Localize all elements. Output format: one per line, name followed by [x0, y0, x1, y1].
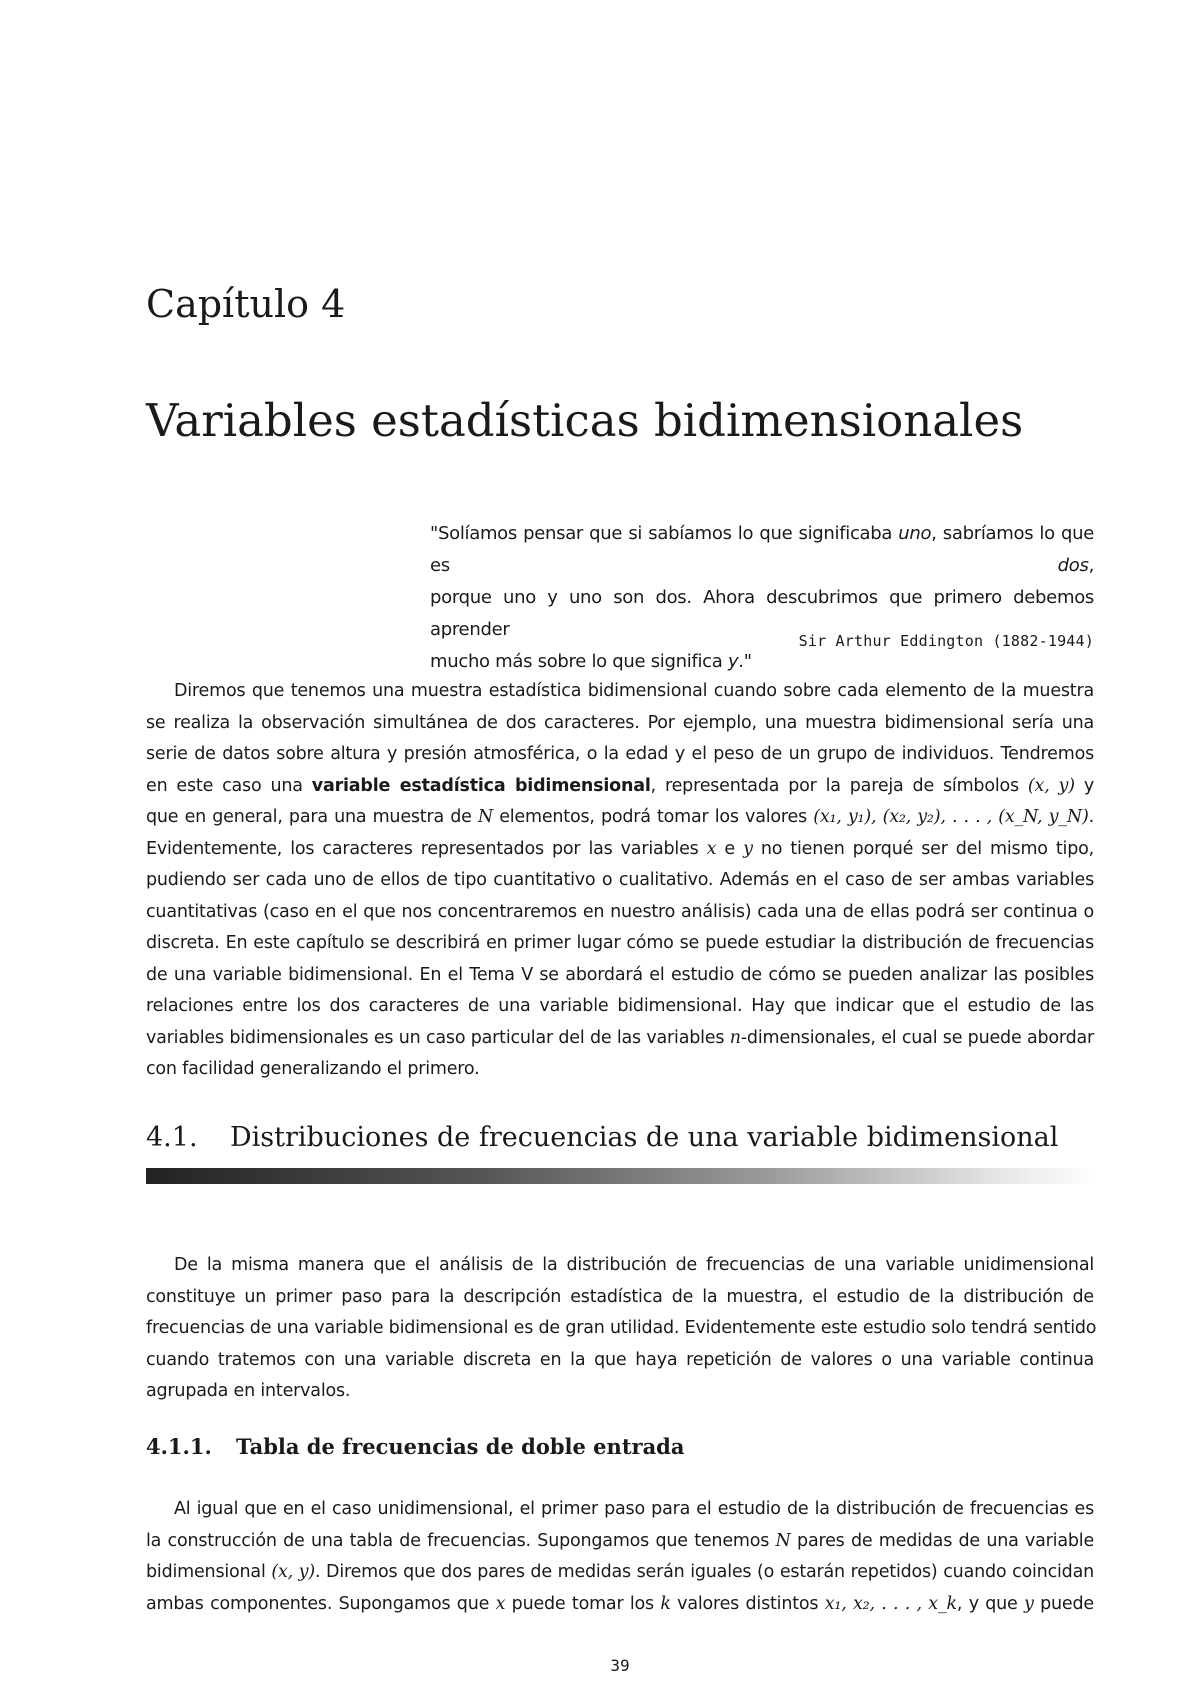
subsection-paragraph: Al igual que en el caso unidimensional, el primer paso para el estudio de la distribución de frecuencias es la construcción de una tabla de frecuencias. Supongamos que tenemos N pares de medidas de una variable bidimensional (x, y). Diremos que dos pares de medidas serán iguales (o estarán repetidos) cuando coincidan ambas componentes. Supongamos que x puede tomar los k valores distintos x₁, x₂, . . . , x_k, y que y puede — [146, 1499, 1095, 1614]
page-number: 39 — [610, 1656, 630, 1675]
epigraph-line: porque uno y uno son dos. Ahora descubrimos que primero debemos aprender — [430, 587, 1094, 640]
section-heading — [146, 1122, 1058, 1153]
subsection-title: Tabla de frecuencias de doble entrada — [236, 1434, 685, 1459]
epigraph-author: Sir Arthur Eddington (1882-1944) — [798, 632, 1094, 650]
section-paragraph: De la misma manera que el análisis de la distribución de frecuencias de una variable unidimensional constituye un primer paso para la descripción estadística de la muestra, el estudio de la distribución de frecuencias de una variable bidimensional es de gran utilidad. Evidentemente este estudio solo tendrá sentido cuando tratemos con una variable discreta en la que haya repetición de valores o una variable continua agrupada en intervalos. — [146, 1255, 1097, 1401]
epigraph — [430, 518, 1094, 678]
subsection-number: 4.1.1. — [146, 1434, 212, 1459]
section-number: 4.1. — [146, 1122, 198, 1153]
subsection-heading — [146, 1434, 684, 1459]
chapter-title: Variables estadísticas bidimensionales — [146, 394, 1024, 447]
epigraph-line: "Solíamos pensar que si sabíamos lo que significaba uno, sabríamos lo que es dos, — [430, 523, 1095, 576]
epigraph-line: mucho más sobre lo que significa y." — [430, 651, 752, 672]
section-gradient-rule — [146, 1168, 1096, 1184]
section-title: Distribuciones de frecuencias de una variable bidimensional — [230, 1122, 1059, 1153]
intro-paragraph: Diremos que tenemos una muestra estadística bidimensional cuando sobre cada elemento de la muestra se realiza la observación simultánea de dos caracteres. Por ejemplo, una muestra bidimensional sería una serie de datos sobre altura y presión atmosférica, o la edad y el peso de un grupo de individuos. Tendremos en este caso una variable estadística bidimensional, representada por la pareja de símbolos (x, y) y que en general, para una muestra de N elementos, podrá tomar los valores (x₁, y₁), (x₂, y₂), . . . , (x_N, y_N). Evidentemente, los caracteres representados por las variables x e y no tienen porqué ser del mismo tipo, pudiendo ser cada uno de ellos de tipo cuantitativo o cualitativo. Además en el caso de ser ambas variables cuantitativas (caso en el que nos concentraremos en nuestro análisis) cada una de ellas podrá ser continua o discreta. En este capítulo se describirá en primer lugar cómo se puede estudiar la distribución de frecuencias de una variable bidimensional. En el Tema V se abordará el estudio de cómo se pueden analizar las posibles relaciones entre los dos caracteres de una variable bidimensional. Hay que indicar que el estudio de las variables bidimensionales es un caso particular del de las variables n-dimensionales, el cual se puede abordar con facilidad generalizando el primero. — [146, 681, 1094, 1079]
term-variable-estadistica-bidimensional: variable estadística bidimensional — [311, 775, 651, 796]
chapter-label: Capítulo 4 — [146, 282, 346, 326]
